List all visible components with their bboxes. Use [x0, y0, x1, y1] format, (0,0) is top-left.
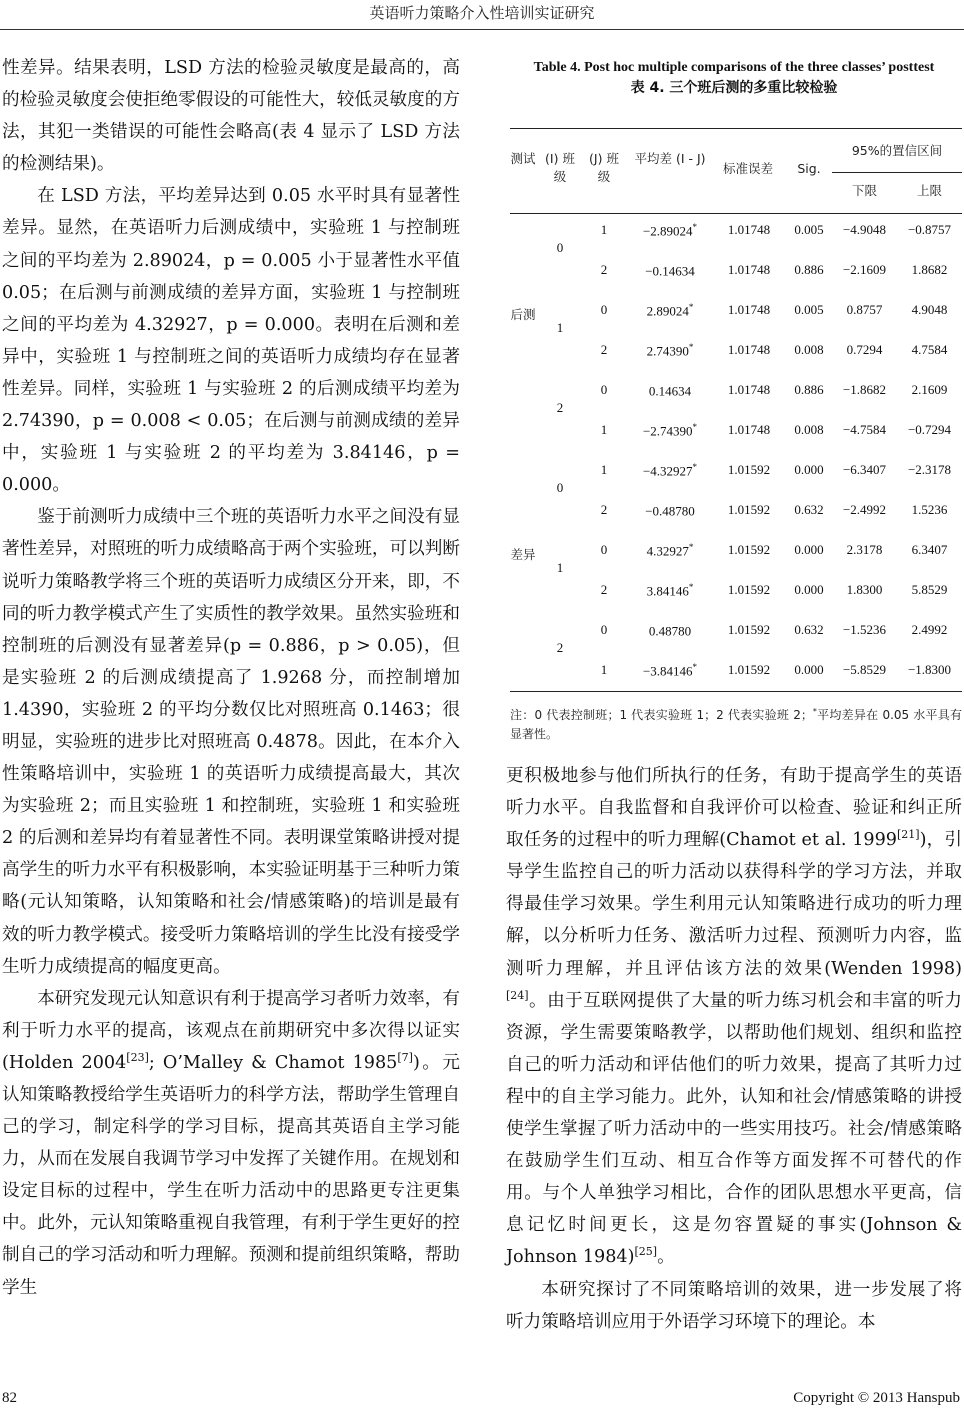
lower-cell: −4.9048: [842, 222, 887, 237]
lower-cell: −1.5236: [842, 622, 887, 637]
paragraph: 在 LSD 方法，平均差异达到 0.05 水平时具有显著性差异。显然，在英语听力后测成绩中，实验班 1 与控制班之间的平均差为 2.89024，p = 0.005 小于显著性水平值 0.05；在后测与前测成绩的差异方面，实验班 1 与控制班之间的平均差为 4.32927，p = 0.000。表明在后测和差异中，实验班 1 与控制班之间的英语听力成绩均存在显著性差异。同样，实验班 1 与实验班 2 的后测成绩平均差为 2.74390，p = 0.008 < 0.05；在后测与前测成绩的差异中，实验班 1 与实验班 2 的平均差为 3.84146，p = 0.000。: [2, 186, 460, 496]
mean-diff-cell: [626, 382, 714, 399]
std-err-cell: 1.01592: [727, 502, 771, 517]
i-class-label: 2: [556, 400, 564, 415]
j-class-cell: 2: [600, 262, 608, 277]
std-err-cell: 1.01592: [727, 582, 771, 597]
std-err-cell: 1.01748: [727, 382, 771, 397]
paragraph: 鉴于前测听力成绩中三个班的英语听力水平之间没有显著性差异，对照班的听力成绩略高于两个实验班，可以判断说听力策略教学将三个班的英语听力成绩区分开来，即，不同的听力教学模式产生了实质性的教学效果。虽然实验班和控制班的后测没有显著差异(p = 0.886，p > 0.05)，但是实验班 2 的后测成绩提高了 1.9268 分，而控制增加 1.4390，实验班 2 的平均分数仅比对照班高 0.1463；很明显，实验班的进步比对照班高 0.4878。因此，在本介入性策略培训中，实验班 1 的英语听力成绩提高最大，其次为实验班 2；而且实验班 1 和控制班，实验班 1 和实验班 2 的后测和差异均有着显著性不同。表明课堂策略讲授对提高学生的听力水平有积极影响，本实验证明基于三种听力策略(元认知策略，认知策略和社会/情感策略)的培训是最有效的听力教学模式。接受听力策略培训的学生比没有接受学生听力成绩提高的幅度更高。: [2, 507, 460, 977]
mean-diff-value: −0.48780: [645, 503, 695, 519]
std-err-cell: 1.01748: [727, 222, 771, 237]
upper-cell: 1.5236: [911, 502, 948, 517]
table-top-rule: [510, 128, 962, 129]
citation: [7]: [397, 1051, 413, 1065]
significance-star: *: [692, 222, 698, 232]
j-class-cell: 1: [600, 422, 608, 437]
mean-diff-cell: [626, 462, 714, 479]
significance-star: *: [688, 542, 694, 552]
std-err-cell: 1.01748: [727, 422, 771, 437]
lower-cell: −2.4992: [842, 502, 887, 517]
mean-diff-value: 2.74390: [646, 343, 689, 359]
mean-diff-value: −2.89024: [642, 223, 693, 239]
mean-diff-cell: [626, 302, 714, 319]
upper-cell: 5.8529: [911, 582, 948, 597]
text-run: 更积极地参与他们所执行的任务，有助于提高学生的英语听力水平。自我监督和自我评价可以检查、验证和纠正所取任务的过程中的听力理解(Chamot et al. 1999: [506, 766, 962, 851]
upper-cell: 4.7584: [911, 342, 948, 357]
lower-cell: 0.8757: [846, 302, 883, 317]
mean-diff-value: 3.84146: [646, 583, 689, 599]
j-class-cell: 2: [600, 342, 608, 357]
j-class-cell: 0: [600, 622, 608, 637]
citation: [21]: [896, 828, 920, 842]
sig-cell: 0.632: [794, 622, 824, 637]
mean-diff-cell: [626, 262, 714, 279]
sig-cell: 0.005: [794, 302, 824, 317]
mean-diff-cell: [626, 502, 714, 519]
j-class-cell: 1: [600, 462, 608, 477]
sig-cell: 0.008: [794, 422, 824, 437]
lower-cell: −4.7584: [842, 422, 887, 437]
header-lower: 下限: [851, 183, 877, 198]
mean-diff-value: 2.89024: [646, 303, 689, 319]
upper-cell: −0.7294: [907, 422, 952, 437]
lower-cell: −1.8682: [842, 382, 887, 397]
header-mean-diff: 平均差 (I - J): [634, 151, 706, 166]
lower-cell: −5.8529: [842, 662, 887, 677]
significance-star: *: [692, 422, 698, 432]
i-class-label: 0: [556, 480, 564, 495]
note-star: *: [812, 707, 817, 716]
mean-diff-value: 0.14634: [648, 383, 692, 399]
upper-cell: 2.1609: [911, 382, 948, 397]
significance-star: *: [688, 342, 694, 352]
upper-cell: −2.3178: [907, 462, 952, 477]
upper-cell: −1.8300: [907, 662, 952, 677]
sig-cell: 0.632: [794, 502, 824, 517]
upper-cell: 6.3407: [911, 542, 948, 557]
mean-diff-cell: [626, 542, 714, 559]
j-class-cell: 2: [600, 502, 608, 517]
table-caption: [506, 58, 962, 99]
note-text: 平均差异在 0.05 水平具有显著性。: [510, 708, 962, 741]
mean-diff-cell: [626, 342, 714, 359]
group-label: 差异: [510, 547, 536, 562]
lower-cell: −6.3407: [842, 462, 887, 477]
table-caption-zh: 表 4. 三个班后测的多重比较检验: [630, 80, 838, 96]
table-note: [510, 702, 962, 744]
std-err-cell: 1.01592: [727, 662, 771, 677]
mean-diff-cell: [626, 222, 714, 239]
header-sig: Sig.: [797, 161, 821, 176]
j-class-cell: 0: [600, 302, 608, 317]
lower-cell: 1.8300: [846, 582, 883, 597]
sig-cell: 0.000: [794, 582, 824, 597]
sig-cell: 0.000: [794, 662, 824, 677]
i-class-label: 2: [556, 640, 564, 655]
mean-diff-cell: [626, 662, 714, 679]
lower-cell: 0.7294: [846, 342, 883, 357]
paragraph: [2, 983, 460, 1304]
left-column: [2, 52, 460, 1304]
text-run: )。元认知策略教授给学生英语听力的科学方法，帮助学生管理自己的学习，制定科学的学习目标，提高其英语自主学习能力，从而在发展自我调节学习中发挥了关键作用。在规划和设定目标的过程中，学生在听力活动中的思路更专注更集中。此外，元认知策略重视自我管理，有利于学生更好的控制自己的学习活动和听力理解。预测和提前组织策略，帮助学生: [2, 1052, 460, 1298]
std-err-cell: 1.01592: [727, 622, 771, 637]
citation: [25]: [634, 1245, 658, 1259]
text-run: )，引导学生监控自己的听力活动以获得科学的学习方法，并取得最佳学习效果。学生利用元认知策略进行成功的听力理解，以分析听力任务、激活听力过程、预测听力内容，监测听力理解，并且评估该方法的效果(Wenden 1998): [506, 830, 962, 979]
header-j-class: (J) 班级: [589, 151, 619, 184]
sig-cell: 0.886: [794, 382, 824, 397]
std-err-cell: 1.01748: [727, 342, 771, 357]
mean-diff-cell: [626, 422, 714, 439]
running-header: 英语听力策略介入性培训实证研究: [369, 4, 595, 22]
mean-diff-cell: [626, 582, 714, 599]
sig-cell: 0.886: [794, 262, 824, 277]
header-i-class: (I) 班级: [545, 151, 575, 184]
upper-cell: 2.4992: [911, 622, 948, 637]
table-header-rule: [510, 213, 962, 214]
citation: [24]: [506, 988, 529, 1002]
upper-cell: −0.8757: [907, 222, 952, 237]
sig-cell: 0.008: [794, 342, 824, 357]
text-run: 本研究发现元认知意识有利于提高学习者听力效率，有利于听力水平的提高，该观点在前期研究中多次得以证实(Holden 2004: [2, 988, 460, 1073]
header-test: 测试: [510, 151, 536, 166]
std-err-cell: 1.01748: [727, 302, 771, 317]
significance-star: *: [688, 582, 694, 592]
header-rule: [0, 29, 964, 30]
lower-cell: 2.3178: [846, 542, 883, 557]
mean-diff-value: −3.84146: [642, 663, 693, 679]
mean-diff-value: −0.14634: [645, 263, 695, 279]
i-class-label: 1: [556, 560, 564, 575]
header-upper: 上限: [916, 183, 942, 198]
header-std-err: 标准误差: [722, 161, 773, 176]
page-number: 82: [2, 1390, 17, 1406]
mean-diff-value: −4.32927: [642, 463, 693, 479]
comparison-table: [510, 128, 962, 693]
std-err-cell: 1.01592: [727, 462, 771, 477]
j-class-cell: 2: [600, 582, 608, 597]
paragraph: 性差异。结果表明，LSD 方法的检验灵敏度是最高的，高的检验灵敏度会使拒绝零假设的可能性大，较低灵敏度的方法，其犯一类错误的可能性会略高(表 4 显示了 LSD 方法的检测结果)。: [2, 58, 460, 175]
header-ci: 95%的置信区间: [851, 143, 943, 158]
j-class-cell: 1: [600, 662, 608, 677]
table-bottom-rule: [510, 691, 962, 692]
paragraph: 本研究探讨了不同策略培训的效果，进一步发展了将听力策略培训应用于外语学习环境下的理论。本: [506, 1279, 962, 1332]
table-caption-en: Table 4. Post hoc multiple comparisons of the three classes’ posttest: [533, 60, 935, 75]
text-run: ; O’Malley & Chamot 1985: [148, 1052, 398, 1073]
text-run: 。由于互联网提供了大量的听力练习机会和丰富的听力资源，学生需要策略教学，以帮助他们规划、组织和监控自己的听力活动和评估他们的听力效果，提高了其听力过程中的自主学习能力。此外，认知和社会/情感策略的讲授使学生掌握了听力活动中的一些实用技巧。社会/情感策略在鼓励学生们互动、相互合作等方面发挥不可替代的作用。与个人单独学习相比，合作的团队思想水平更高，信息记忆时间更长，这是勿容置疑的事实(Johnson & Johnson 1984): [506, 990, 962, 1268]
text-run: 。: [657, 1247, 675, 1268]
i-class-label: 0: [556, 240, 564, 255]
copyright: Copyright © 2013 Hanspub: [793, 1390, 960, 1406]
std-err-cell: 1.01748: [727, 262, 771, 277]
group-label: 后测: [510, 307, 536, 322]
significance-star: *: [692, 662, 698, 672]
mean-diff-cell: [626, 622, 714, 639]
right-column: [506, 760, 962, 1338]
citation: [23]: [126, 1051, 149, 1065]
j-class-cell: 1: [600, 222, 608, 237]
sig-cell: 0.005: [794, 222, 824, 237]
j-class-cell: 0: [600, 542, 608, 557]
ci-header-rule: [832, 172, 962, 173]
mean-diff-value: 4.32927: [646, 543, 689, 559]
mean-diff-value: 0.48780: [648, 623, 692, 639]
significance-star: *: [688, 302, 694, 312]
mean-diff-value: −2.74390: [642, 423, 693, 439]
sig-cell: 0.000: [794, 542, 824, 557]
paragraph: [506, 760, 962, 1274]
upper-cell: 4.9048: [911, 302, 948, 317]
lower-cell: −2.1609: [842, 262, 887, 277]
significance-star: *: [692, 462, 698, 472]
upper-cell: 1.8682: [911, 262, 948, 277]
i-class-label: 1: [556, 320, 564, 335]
note-text: 注：0 代表控制班；1 代表实验班 1；2 代表实验班 2；: [510, 708, 813, 722]
j-class-cell: 0: [600, 382, 608, 397]
sig-cell: 0.000: [794, 462, 824, 477]
std-err-cell: 1.01592: [727, 542, 771, 557]
